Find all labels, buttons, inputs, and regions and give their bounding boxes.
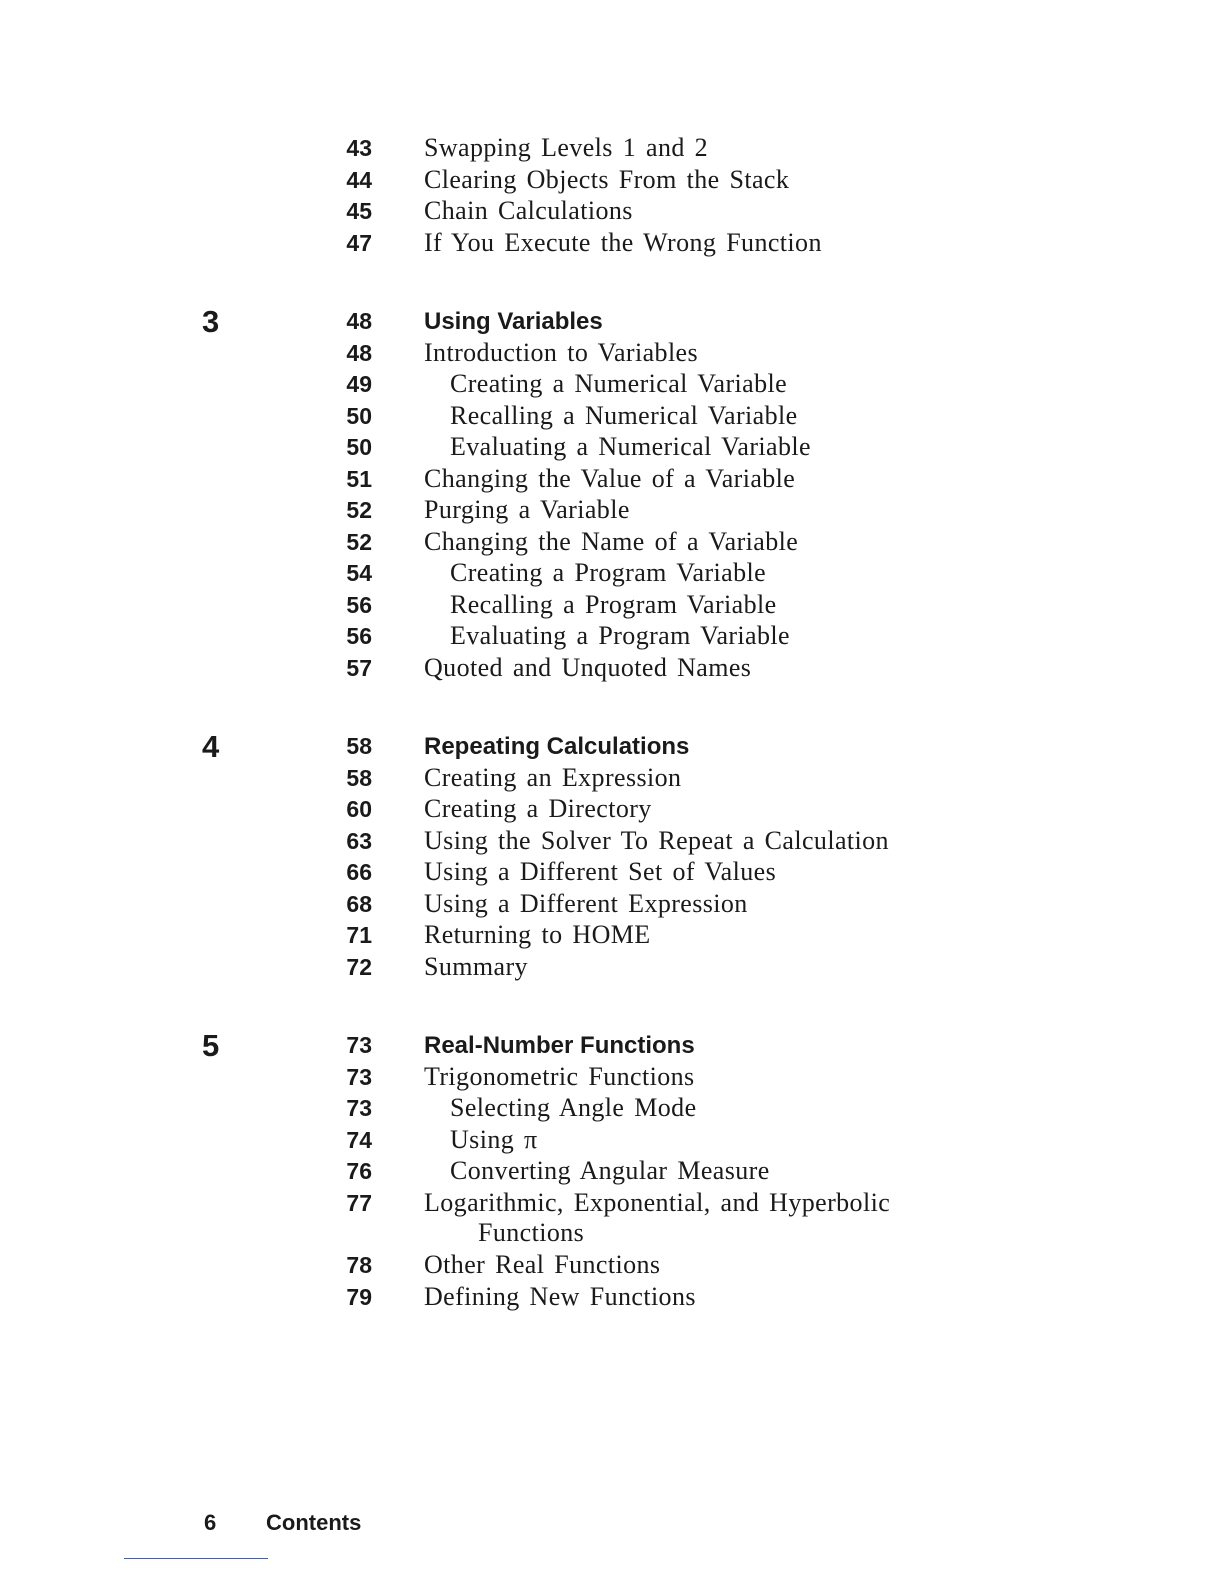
toc-entry [0, 621, 1224, 651]
toc-page-number: 58 [346, 733, 372, 759]
toc-entry [0, 920, 1224, 950]
toc-page-number: 56 [346, 592, 372, 618]
toc-page-number: 74 [346, 1127, 372, 1153]
toc-entry-title: Recalling a Numerical Variable [450, 401, 798, 430]
chapter-title: Using Variables [424, 308, 603, 335]
toc-page-number: 56 [346, 623, 372, 649]
toc-entry [0, 653, 1224, 683]
toc-entry-title: Changing the Name of a Variable [424, 527, 799, 556]
toc-page-number: 58 [346, 765, 372, 791]
toc-page-number: 44 [346, 167, 372, 193]
toc-entry [0, 763, 1224, 793]
toc-entry [0, 1156, 1224, 1186]
toc-entry [0, 1062, 1224, 1092]
toc-page-number: 51 [346, 466, 372, 492]
toc-entry [0, 889, 1224, 919]
toc-entry [0, 794, 1224, 824]
chapter-number: 5 [202, 1028, 220, 1063]
toc-entry [0, 133, 1224, 163]
toc-entry-title: Summary [424, 952, 528, 981]
toc-page-number: 50 [346, 434, 372, 460]
chapter-heading-row [0, 1028, 1224, 1063]
chapter-number: 4 [202, 729, 220, 764]
toc-entry [0, 857, 1224, 887]
toc-page-number: 79 [346, 1284, 372, 1310]
toc-entry-title: Chain Calculations [424, 196, 633, 225]
toc-entry-title: Using a Different Expression [424, 889, 748, 918]
toc-page-number: 77 [346, 1190, 372, 1216]
footer-section-label: Contents [266, 1510, 362, 1535]
toc-page-number: 47 [346, 230, 372, 256]
toc-entry-title: Logarithmic, Exponential, and Hyperbolic [424, 1188, 891, 1217]
chapter-title: Repeating Calculations [424, 733, 690, 760]
toc-entry [0, 401, 1224, 431]
toc-entry [0, 495, 1224, 525]
toc-entry-title: Other Real Functions [424, 1250, 661, 1279]
toc-entry-title: Creating a Numerical Variable [450, 369, 788, 398]
toc-entry-title: Using a Different Set of Values [424, 857, 777, 886]
toc-entry [0, 1188, 1224, 1247]
toc-entry-title: Introduction to Variables [424, 338, 699, 367]
toc-entry [0, 369, 1224, 399]
toc-entry [0, 196, 1224, 226]
toc-entry [0, 464, 1224, 494]
toc-entry-title: Using π [450, 1125, 538, 1154]
toc-page-number: 78 [346, 1252, 372, 1278]
toc-entry [0, 590, 1224, 620]
toc-entry-title: Trigonometric Functions [424, 1062, 695, 1091]
toc-page-number: 43 [346, 135, 372, 161]
toc-page-number: 57 [346, 655, 372, 681]
toc-entry-title: Clearing Objects From the Stack [424, 165, 790, 194]
toc-page-number: 73 [346, 1032, 372, 1058]
toc-entry-title: Evaluating a Numerical Variable [450, 432, 811, 461]
toc-page-number: 76 [346, 1158, 372, 1184]
toc-entry-title: Changing the Value of a Variable [424, 464, 796, 493]
toc-page-number: 49 [346, 371, 372, 397]
toc-entry-title: Selecting Angle Mode [450, 1093, 697, 1122]
toc-entry-title: Creating a Program Variable [450, 558, 767, 587]
toc-entry-title: Recalling a Program Variable [450, 590, 777, 619]
toc-page-number: 45 [346, 198, 372, 224]
toc-entry-title: Defining New Functions [424, 1282, 696, 1311]
toc-page-number: 52 [346, 497, 372, 523]
toc-entry-title: Quoted and Unquoted Names [424, 653, 752, 682]
toc-page-number: 48 [346, 340, 372, 366]
toc-entry [0, 952, 1224, 982]
chapter-heading-row [0, 729, 1224, 764]
toc-entry [0, 527, 1224, 557]
toc-page-number: 73 [346, 1095, 372, 1121]
toc-entry-title: Returning to HOME [424, 920, 651, 949]
toc-entry [0, 558, 1224, 588]
toc-entry [0, 338, 1224, 368]
toc-entry-title: Swapping Levels 1 and 2 [424, 133, 709, 162]
toc-entry [0, 826, 1224, 856]
toc-page-number: 68 [346, 891, 372, 917]
toc-entry-title: Converting Angular Measure [450, 1156, 770, 1185]
toc-page-number: 71 [346, 922, 372, 948]
toc-page-number: 48 [346, 308, 372, 334]
toc-entry-title: Creating an Expression [424, 763, 682, 792]
toc-entry-title: Evaluating a Program Variable [450, 621, 790, 650]
footer-rule [124, 1558, 268, 1559]
toc-entry [0, 228, 1224, 258]
toc-entry [0, 1125, 1224, 1155]
toc-page-number: 63 [346, 828, 372, 854]
toc-entry-title: Using the Solver To Repeat a Calculation [424, 826, 889, 855]
toc-page-number: 66 [346, 859, 372, 885]
chapter-number: 3 [202, 304, 220, 339]
chapter-heading-row [0, 304, 1224, 339]
toc-entry [0, 432, 1224, 462]
toc-entry-title: If You Execute the Wrong Function [424, 228, 822, 257]
toc-entry-title-continuation: Functions [478, 1218, 585, 1247]
toc-entry [0, 1250, 1224, 1280]
page-footer [0, 1510, 1224, 1540]
toc-page-number: 72 [346, 954, 372, 980]
toc-entry [0, 1282, 1224, 1312]
toc-entry-title: Creating a Directory [424, 794, 652, 823]
toc-entry-title: Purging a Variable [424, 495, 630, 524]
toc-page-number: 60 [346, 796, 372, 822]
toc-page-number: 50 [346, 403, 372, 429]
toc-entry [0, 165, 1224, 195]
toc-page-number: 54 [346, 560, 372, 586]
toc-entry [0, 1093, 1224, 1123]
toc-page-number: 52 [346, 529, 372, 555]
footer-page-number: 6 [204, 1510, 217, 1535]
chapter-title: Real-Number Functions [424, 1032, 695, 1059]
toc-page-number: 73 [346, 1064, 372, 1090]
